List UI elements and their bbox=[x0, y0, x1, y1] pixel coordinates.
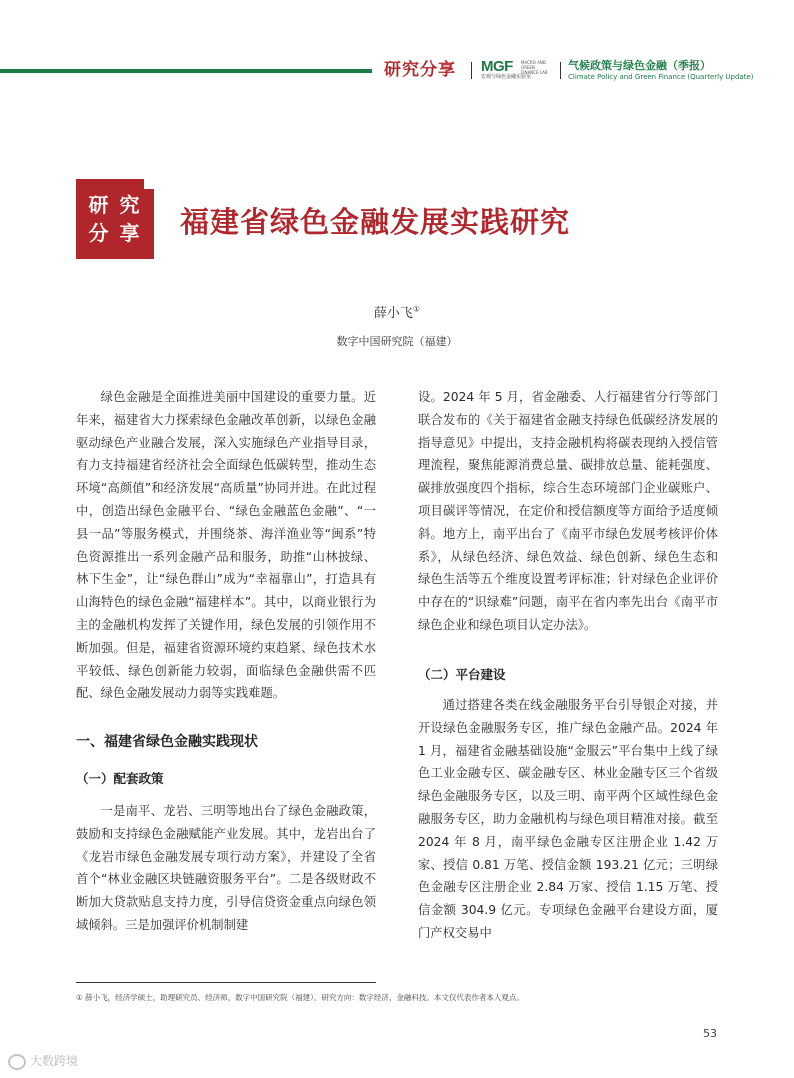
section-badge-line1: 研 究 bbox=[88, 193, 142, 217]
intro-column bbox=[76, 386, 376, 705]
policy-paragraph: 一是南平、龙岩、三明等地出台了绿色金融政策，鼓励和支持绿色金融赋能产业发展。其中，龙岩出台了《龙岩市绿色金融发展专项行动方案》，并建设了全省首个“林业金融区块链融资服务平台”。二是各级财政不断加大贷款贴息支持力度，引导信贷资金重点向绿色领域倾斜。三是加强评价机制制建 bbox=[76, 804, 376, 932]
mgf-logo bbox=[481, 60, 551, 80]
intro-paragraph: 绿色金融是全面推进美丽中国建设的重要力量。近年来，福建省大力探索绿色金融改革创新，以绿色金融驱动绿色产业融合发展，深入实施绿色产业指导目录，有力支持福建省经济社会全面绿色低碳转型，推动生态环境“高颜值”和经济发展“高质量”协同并进。在此过程中，创造出绿色金融平台、“绿色金融蓝色金融”、“一县一品”等服务模式，并围绕茶、海洋渔业等“闽系”特色资源推出一系列金融产品和服务，助推“山林披绿、林下生金”，让“绿色群山”成为“幸福靠山”，打造具有山海特色的绿色金融“福建样本”。其中，以商业银行为主的金融机构发挥了关键作用，绿色发展的引领作用不断加强。但是，福建省资源环境约束趋紧、绿色技术水平较低、绿色创新能力较弱，面临绿色金融供需不匹配、绿色金融发展动力弱等实践难题。 bbox=[76, 390, 376, 701]
right-column bbox=[418, 386, 718, 637]
author-affiliation: 数字中国研究院（福建） bbox=[336, 335, 458, 348]
header-rule bbox=[0, 69, 372, 73]
header-bar bbox=[0, 60, 794, 80]
section-badge-line2: 分 享 bbox=[88, 221, 142, 245]
header-divider bbox=[560, 62, 561, 79]
section-heading-1: 一、福建省绿色金融实践现状 bbox=[76, 734, 258, 750]
article-title: 福建省绿色金融发展实践研究 bbox=[180, 205, 571, 239]
subsection-heading-platform: （二）平台建设 bbox=[418, 667, 506, 682]
header-section-label: 研究分享 bbox=[384, 60, 456, 80]
author-footnote-mark: ① bbox=[412, 304, 421, 314]
page-number: 53 bbox=[703, 1027, 717, 1040]
section-badge bbox=[76, 179, 154, 259]
subsection-heading-policy: （一）配套政策 bbox=[76, 771, 164, 786]
watermark bbox=[8, 1052, 78, 1070]
mgf-logo-subtitle: 宏观与绿色金融实验室 bbox=[481, 74, 532, 80]
policy-continuation-paragraph: 设。2024 年 5 月，省金融委、人行福建省分行等部门联合发布的《关于福建省金融支持绿色低碳经济发展的指导意见》中提出，支持金融机构将碳表现纳入授信管理流程，聚焦能源消费总量、碳排放总量、能耗强度、碳排放强度四个指标，综合生态环境部门企业碳账户、项目碳评等情况，在定价和授信额度等方面给予适度倾斜。地方上，南平出台了《南平市绿色发展考核评价体系》，从绿色经济、绿色效益、绿色创新、绿色生态和绿色生活等五个维度设置考评标准；针对绿色企业评价中存在的“识绿难”问题，南平在省内率先出台《南平市绿色企业和绿色项目认定办法》。 bbox=[418, 390, 718, 632]
policy-column bbox=[76, 800, 376, 937]
journal-name bbox=[568, 59, 754, 82]
watermark-text: 大数跨境 bbox=[30, 1054, 79, 1068]
journal-name-cn: 气候政策与绿色金融（季报） bbox=[568, 59, 711, 72]
header-divider bbox=[471, 62, 472, 79]
footnote-rule bbox=[76, 982, 376, 983]
watermark-icon bbox=[8, 1054, 26, 1070]
mgf-logo-text: MGF bbox=[481, 58, 513, 75]
author-name: 薛小飞 bbox=[373, 306, 413, 321]
platform-column bbox=[418, 694, 718, 945]
mgf-logo-side-text: MACRO AND GREEN FINANCE LAB bbox=[521, 60, 548, 75]
author-line bbox=[0, 302, 794, 321]
platform-paragraph: 通过搭建各类在线金融服务平台引导银企对接，并开设绿色金融服务专区，推广绿色金融产品。2024 年 1 月，福建省金融基础设施“金服云”平台集中上线了绿色工业金融专区、碳金融专区、林业金融专区三个省级绿色金融服务专区，以及三明、南平两个区域性绿色金融服务专区，助力金融机构与绿色项目精准对接。截至 2024 年 8 月，南平绿色金融专区注册企业 1.42 万家、授信 0.81 万笔、授信金额 193.21 亿元；三明绿色金融专区注册企业 2.84 万家、授信 1.15 万笔、授信金额 304.9 亿元。专项绿色金融平台建设方面，厦门产权交易中 bbox=[418, 698, 718, 940]
journal-name-en: Climate Policy and Green Finance (Quarterly Update) bbox=[568, 73, 754, 81]
footnote: ① 薛小飞，经济学硕士，助理研究员、经济师，数字中国研究院（福建）。研究方向：数字经济、金融科技。本文仅代表作者本人观点。 bbox=[76, 993, 524, 1002]
